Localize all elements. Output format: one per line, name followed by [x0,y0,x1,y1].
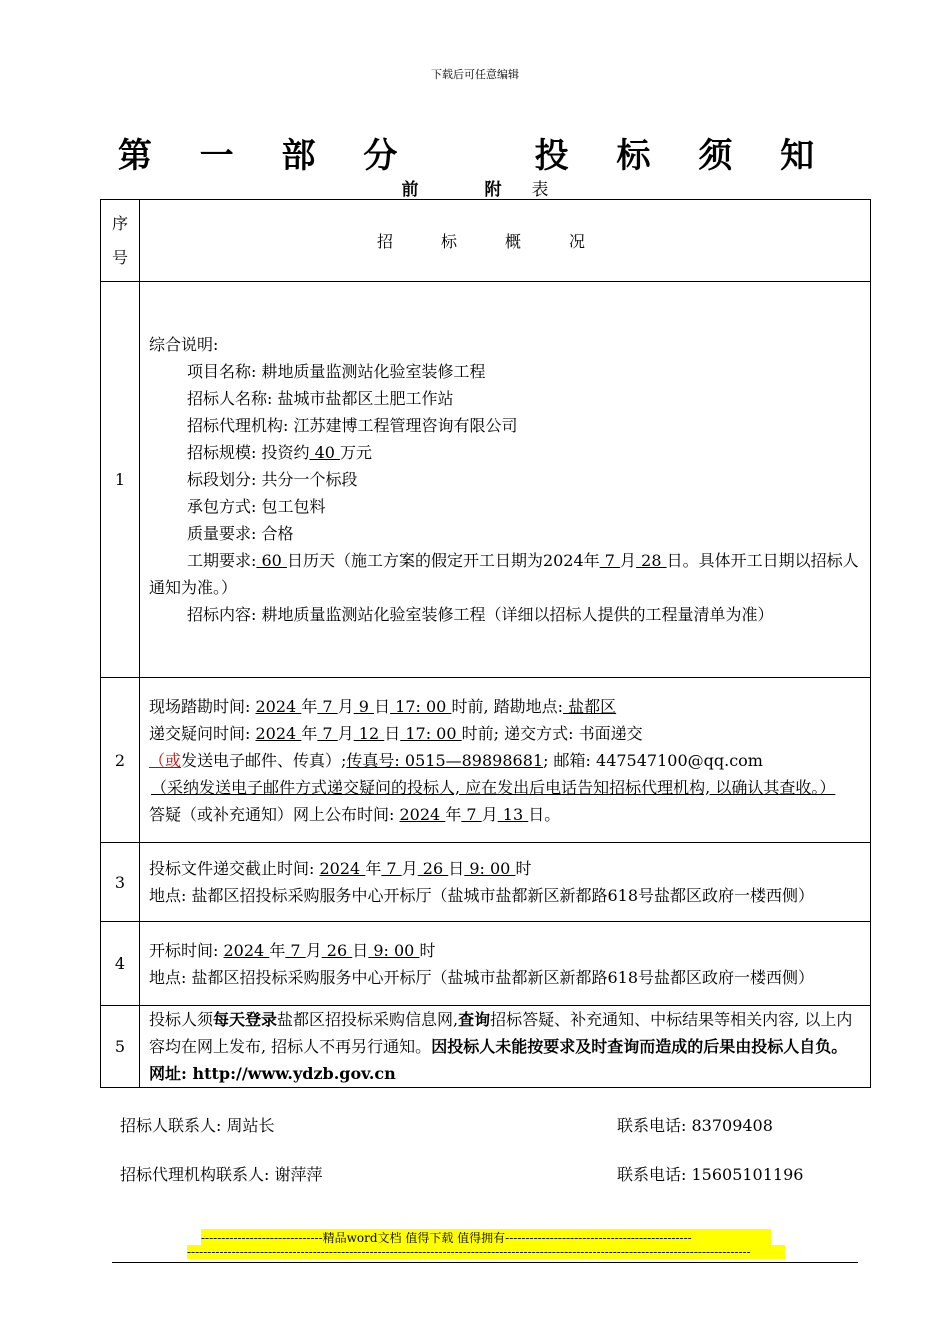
site-visit-line: 现场踏勘时间: 2024 年 7 月 9 日 17: 00 时前, 踏勘地点: 盐都区 [149,696,617,716]
table-row-2 [101,678,871,843]
col-content-header: 招标概况 [140,200,871,282]
agency-name: 招标代理机构: 江苏建博工程管理咨询有限公司 [187,416,518,435]
answer-line: 答疑（或补充通知）网上公布时间: 2024 年 7 月 13 日。 [149,804,561,824]
agency-contact: 招标代理机构联系人: 谢萍萍 [120,1165,323,1184]
open-place: 地点: 盐都区招投标采购服务中心开标厅（盐城市盐都新区新都路618号盐都区政府一楼西侧） [149,967,815,987]
query-line: 递交疑问时间: 2024 年 7 月 12 日 17: 00 时前; 递交方式: 书面递交 [149,723,643,743]
download-banner: ------------------------------精品word文档 值得下载 值得拥有---------------------------------------------- [201,1229,771,1246]
bottom-divider [112,1262,858,1263]
contract-method: 承包方式: 包工包料 [187,497,326,516]
quality-requirement: 质量要求: 合格 [187,524,294,543]
col-no-header: 序号 [101,200,140,282]
tender-content: 招标内容: 耕地质量监测站化验室装修工程（详细以招标人提供的工程量清单为准） [187,605,774,624]
subtitle-bold: 前 附 [401,180,532,200]
contact-line: （或发送电子邮件、传真）;传真号: 0515—89898681; 邮箱: 447547100@qq.com [149,750,763,770]
row-no: 5 [101,1006,140,1088]
header-note: 下载后可任意编辑 [431,68,519,81]
project-name: 项目名称: 耕地质量监测站化验室装修工程 [187,362,486,381]
table-row-5 [101,1006,871,1088]
deadline-line: 投标文件递交截止时间: 2024 年 7 月 26 日 9: 00 时 [149,859,532,878]
table-row-1 [101,282,871,678]
row5-content: 投标人须每天登录盐都区招投标采购信息网,查询招标答疑、补充通知、中标结果等相关内容, 以上内容均在网上发布, 招标人不再另行通知。因投标人未能按要求及时查询而造成的后果由投标人自负。网址: http://www.ydzb.gov.cn [140,1006,871,1088]
row-no: 4 [101,922,140,1006]
agency-phone: 联系电话: 15605101196 [617,1165,804,1184]
section-division: 标段划分: 共分一个标段 [187,470,358,489]
table-row-3 [101,843,871,922]
deadline-place: 地点: 盐都区招投标采购服务中心开标厅（盐城市盐都新区新都路618号盐都区政府一楼西侧） [149,886,815,905]
tenderer-phone: 联系电话: 83709408 [617,1116,773,1135]
page-title: 第 一 部 分 投 标 须 知 [117,136,833,176]
row1-content [140,282,871,678]
period-requirement: 工期要求: 60 日历天（施工方案的假定开工日期为2024年 7 月 28 日。具体开工日期以招标人通知为准。） [149,551,859,597]
tender-scale: 招标规模: 投资约 40 万元 [187,443,373,462]
row-no: 3 [101,843,140,922]
front-attachment-table [100,199,871,1088]
tenderer-name: 招标人名称: 盐城市盐都区土肥工作站 [187,389,454,408]
download-banner-line: ------------------------------------------------------------------------------------------------------------------------------------------- [187,1245,785,1259]
page-subtitle [0,175,950,200]
row-no: 1 [101,282,140,678]
email-note: （采纳发送电子邮件方式递交疑问的投标人, 应在发出后电话告知招标代理机构, 以确认其查收。） [151,777,836,797]
row2-content [140,678,871,843]
row3-content [140,843,871,922]
row-no: 2 [101,678,140,843]
row4-content [140,922,871,1006]
table-header-row [101,200,871,282]
table-row-4 [101,922,871,1006]
tenderer-contact: 招标人联系人: 周站长 [120,1116,275,1135]
open-line: 开标时间: 2024 年 7 月 26 日 9: 00 时 [149,940,436,960]
intro-text: 综合说明: [149,335,219,354]
subtitle-plain: 表 [531,180,549,200]
